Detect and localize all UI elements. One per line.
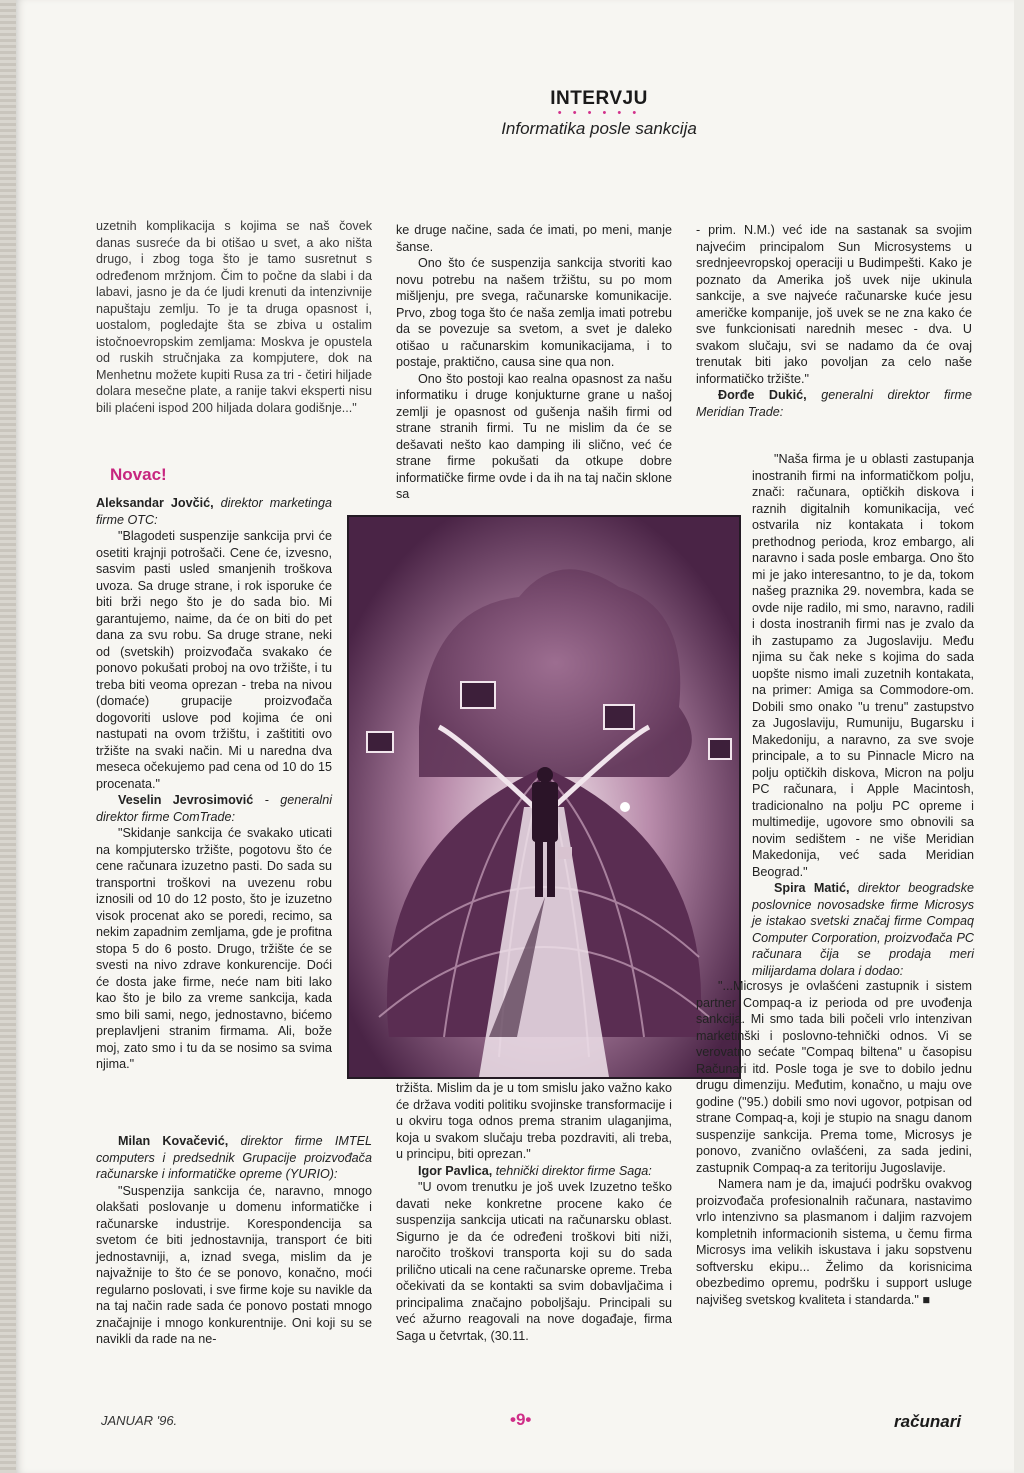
column-1-lower xyxy=(96,1133,372,1348)
speaker-name: Aleksandar Jovčić, xyxy=(96,496,214,510)
col2-text: tržišta. Mislim da je u tom smislu jako važno kako će država voditi politiku svojinske transformacije i u okviru toga odnos prema stranim ulaganjima, koja u svakom slučaju treba pozdraviti, ali treba, u principu, biti oprezan." xyxy=(396,1081,672,1161)
decorative-dots: • • • • • • xyxy=(557,107,641,119)
column-2-top xyxy=(396,222,672,503)
speaker-name: Đorđe Dukić, xyxy=(718,388,807,402)
binding-edge xyxy=(0,0,16,1473)
quote-text: "Blagodeti suspenzije sankcija prvi će osetiti krajnji potrošači. Cene će, izvesno, sasvim pasti usled smanjenih troškova uvoza. Sa druge strane, i rok isporuke će biti brži nego što je do sada bio. Mi garantujemo, naime, da će on biti do pet dana za svu robu. Sa druge strane, neki od (svetskih) proizvođača svakako će ponovo pokušati proboj na ovo tržište, i tu treba biti veoma oprezan - treba na nivou (domaće) grupacije proizvođača dogovoriti uslove pod kojima će oni nastupati na ovom tržištu, i zaštititi ovo tržište na svaki način. Mi u naredna dva meseca očekujemo pad cena od 10 do 15 procenata." xyxy=(96,529,332,791)
col3-text: Namera nam je da, imajući podršku ovakvog proizvođača profesionalnih računara, nastavimo vrlo intenzivno sa plasmanom i daljim razvojem kompletnih informacionih sistema, u čemu firma Microsys ima velikih iskustava i jaku sopstvenu softversku ekipu... Želimo da korisnicima obezbedimo opremu, podršku i support usluge najvišeg svetskog kvaliteta i standarda." ■ xyxy=(696,1177,972,1307)
article-subtitle: Informatika posle sankcija xyxy=(501,119,697,138)
speaker-role: - generalni direktor firme ComTrade: xyxy=(96,793,333,824)
quote-text: "...Microsys je ovlašćeni zastupnik i sistem partner Compaq-a iz perioda od pre uvođenja sankcija. Mi smo tada bili počeli vrlo intenzivan marketinški i poslovno-tehnički odnos. Vi se verovatno sećate "Compaq biltena" u časopisu Računari itd. Posle toga je sve to dobilo jednu drugu dimenziju. Međutim, konačno, u maju ove godine ("95.) dobili smo novi ugovor, potpisan od strane Compaq-a, koji je stupio na snagu danom suspenzije sankcija. Prema tome, Microsys je ponovo, zvanično ovlašćeni, za sada jedini, zastupnik Compaq-a za teritoriju Jugoslavije. xyxy=(696,979,972,1175)
subheading-novac: Novac! xyxy=(110,465,167,484)
column-1-bottom xyxy=(96,495,332,1073)
col1-intro: uzetnih komplikacija s kojima se naš čovek danas susreće da bi otišao u svet, a ako ništa drugo, i zbog toga što je tamo susretnut s određenom mržnjom. Čim to počne da slabi i da labavi, jasno je da će ljudi krenuti da intenzivnije napuštaju zemlju. To je ta druga opasnost i, uostalom, pogledajte šta se zbiva u ostalim istočnoevropskim zemljama: Moskva je opustela od ruskih stručnjaka za kompjutere, dok na Menhetnu možete kupiti Rusa za tri - četiri hiljade dolara mesečne plate, a ranije takvi eksperti nisu bili plaćeni ispod 200 hiljada dolara godišnje..." xyxy=(96,219,372,415)
quote-text: "U ovom trenutku je još uvek Izuzetno teško davati neke konkretne procene kako će suspenzija sankcija uticati na računarsku oblast. Sigurno je da će određeni troškovi biti niži, naročito troškovi transporta koji su do sada prilično uticali na cene računarske opreme. Treba očekivati da se kontakti sa svim dobavljačima i principalima značajno poboljšaju. Principali su već ažurno reagovali na nove događaje, firma Saga u četvrtak, (30.11. xyxy=(396,1180,672,1343)
col3-text: - prim. N.M.) već ide na sastanak sa svojim najvećim principalom Sun Microsystems u srednjeevropskoj operaciji u Budimpešti. Kako je poznato da Amerika još uvek nije ukinula sankcije, a sve najveće računarske kuće jesu američke kompanije, još uvek se ne zna kako će sve funkcionisati narednih mesec - dva. U svakom slučaju, svi se nadamo da će ovaj trenutak biti jako povoljan za celo naše informatičko tržište." xyxy=(696,223,972,386)
quote-text: "Suspenzija sankcija će, naravno, mnogo olakšati poslovanje u domenu informatičke i računarske industrije. Korespondencija sa svetom će biti jednostavnija, transport će biti jednostavniji, a, iznad svega, mislim da je najvažnije to što će se ponovo, konačno, moći regularno poslovati, i sve firme koje su navikle da na taj način rade sada će ponovo postati mnogo značajnije i mnogo konkurentnije. Oni koji su se navikli da rade na ne- xyxy=(96,1183,372,1346)
speaker-role: generalni direktor firme Meridian Trade: xyxy=(696,388,973,419)
quote-text: "Naša firma je u oblasti zastupanja inostranih firmi na informatičkom polju, znači: računara, optičkih diskova i raznih digitalnih komunikacija, već ostvarila niz kontakata i tokom prethodnog perioda, kroz embargo, ali naravno i sada posle embarga. Ono što mi je jako interesantno, to je da, tokom našeg praznika 29. novembra, kada se ovde nije radilo, mi smo, naravno, radili i dosta inostranih firmi nas je zvalo da ih zastupamo za Jugoslaviju. Među njima su čak neke s kojima do sada uopšte nismo imali zuzetnih kontakata, na primer: Amiga sa Commodore-om. Dobili smo onako "u trenu" zastupstvo za Jugoslaviju, Rumuniju, Bugarsku i Makedoniju, a naravno, za sve svoje principale, a to su Pinnacle Micro na polju optičkih diskova, Micron na polju PC računara, i Apple Macintosh, tradicionalno na polju PC opreme i multimedije, ugovore smo obnovili sa novim sedištem - ne više Meridian Makedonija, već sada Meridian Beograd." xyxy=(752,452,974,879)
speaker-name: Veselin Jevrosimović xyxy=(118,793,254,807)
issue-date: JANUAR '96. xyxy=(101,1413,178,1428)
column-2-bottom xyxy=(396,1080,672,1344)
speaker-name: Spira Matić, xyxy=(774,881,850,895)
speaker-role: direktor marketinga firme OTC: xyxy=(96,496,332,527)
column-3-top xyxy=(696,222,972,420)
magazine-logo: računari xyxy=(894,1412,962,1431)
illustration-image xyxy=(349,517,739,1077)
column-1-top xyxy=(96,218,372,416)
speaker-role: direktor firme IMTEL computers i predsednik Grupacije proizvođača računarske i informatičke opreme (YURIO): xyxy=(96,1134,372,1181)
column-3-wrap xyxy=(752,451,974,979)
col2-text: Ono što će suspenzija sankcija stvoriti kao novu potrebu na našem tržištu, su po mom mišljenju, pre svega, računarske komunikacije. Prvo, zbog toga što će naša zemlja imati potrebu da se povezuje sa svetom, a svet je daleko otišao u računarskim komunikacijama, i to postaje, praktično, causa sine qua non. xyxy=(396,256,672,369)
col2-text: ke druge načine, sada će imati, po meni, manje šanse. xyxy=(396,223,672,254)
speaker-role: direktor beogradske poslovnice novosadske firme Microsys je istakao svetski značaj firme Compaq Computer Corporation, proizvođača PC računara čija se prodaja meri milijardama dolara i dodao: xyxy=(752,881,975,978)
section-title: INTERVJU xyxy=(550,88,648,109)
column-3-bottom xyxy=(696,978,972,1308)
speaker-role: tehnički direktor firme Saga: xyxy=(495,1163,652,1178)
page-header xyxy=(399,88,799,139)
magazine-page xyxy=(14,0,1014,1473)
speaker-name: Milan Kovačević, xyxy=(118,1134,229,1148)
illustration-globe-businessman xyxy=(347,515,741,1079)
quote-text: "Skidanje sankcija će svakako uticati na kompjutersko tržište, pogotovu što će cene računara izuzetno pasti. Do sada su transportni troškovi na uvezenu robu iznosili od 10 do 12 posto, što je izuzetno visok procenat ako se poredi, recimo, sa nekim zapadnim zemljama, gde je profitna stopa 5 do 6 posto. Drugo, tržište će se svesti na nivo zdrave konkurencije. Doći će dosta jake firme, neće nam biti lako kao što je bilo za vreme sankcija, kada smo bili sami, nego, jednostavno, bićemo preplavljeni stranim firmama. Ali, bože moj, zato smo i tu da se nosimo sa svima njima." xyxy=(96,826,332,1071)
col2-text: Ono što postoji kao realna opasnost za našu informatiku i druge konjukturne grane u našoj zemlji je opasnost od gušenja naših firmi od strane stranih firmi. Tu ne mislim da će se dešavati nešto kao damping ili slično, već će strane firme pokušati da otkupe dobre informatičke firme ovde i da ih na taj način sklone sa xyxy=(396,371,672,501)
page-number: •9• xyxy=(510,1410,532,1429)
speaker-name: Igor Pavlica, xyxy=(418,1163,493,1178)
